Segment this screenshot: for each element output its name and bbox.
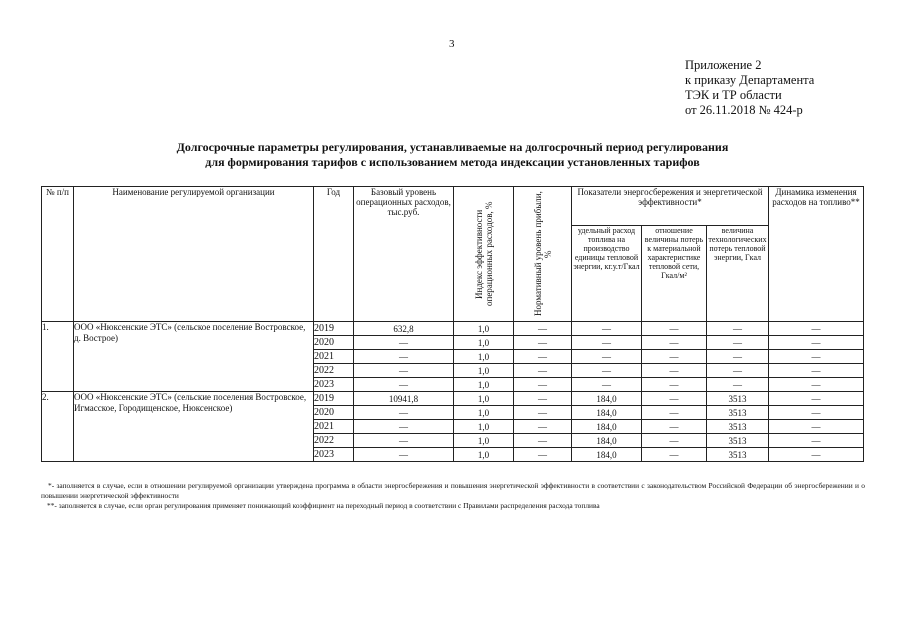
loss-ratio-cell: —	[642, 378, 707, 392]
dynamics-cell: —	[769, 448, 864, 462]
dynamics-cell: —	[769, 350, 864, 364]
title-line: для формирования тарифов с использованием метода индексации установленных тарифов	[205, 155, 700, 169]
dynamics-cell: —	[769, 392, 864, 406]
header-year: Год	[314, 187, 354, 322]
header-num: № п/п	[42, 187, 74, 322]
base-cell: —	[354, 350, 454, 364]
dynamics-cell: —	[769, 364, 864, 378]
profit-cell: —	[514, 378, 572, 392]
profit-cell: —	[514, 322, 572, 336]
specific-fuel-cell: —	[572, 378, 642, 392]
index-cell: 1,0	[454, 420, 514, 434]
row-number-cell: 1.	[42, 322, 74, 392]
appendix-line: Приложение 2	[685, 58, 762, 72]
specific-fuel-cell: —	[572, 350, 642, 364]
header-specific-fuel: удельный расход топлива на производство единицы тепловой энергии, кг.у.т/Гкал	[572, 226, 642, 322]
base-cell: —	[354, 378, 454, 392]
loss-ratio-cell: —	[642, 350, 707, 364]
table-row	[42, 322, 864, 336]
year-cell: 2020	[314, 336, 354, 350]
index-cell: 1,0	[454, 378, 514, 392]
parameters-table	[41, 186, 864, 462]
loss-ratio-cell: —	[642, 434, 707, 448]
year-cell: 2019	[314, 392, 354, 406]
year-cell: 2021	[314, 420, 354, 434]
header-energy: Показатели энергосбережения и энергетической эффективности*	[572, 187, 769, 226]
tech-losses-cell: —	[707, 322, 769, 336]
header-base: Базовый уровень операционных расходов, тыс.руб.	[354, 187, 454, 322]
appendix-line: ТЭК и ТР области	[685, 88, 782, 102]
tech-losses-cell: —	[707, 378, 769, 392]
year-cell: 2020	[314, 406, 354, 420]
year-cell: 2021	[314, 350, 354, 364]
year-cell: 2023	[314, 378, 354, 392]
profit-cell: —	[514, 350, 572, 364]
specific-fuel-cell: —	[572, 336, 642, 350]
specific-fuel-cell: 184,0	[572, 406, 642, 420]
specific-fuel-cell: 184,0	[572, 392, 642, 406]
loss-ratio-cell: —	[642, 420, 707, 434]
specific-fuel-cell: —	[572, 322, 642, 336]
base-cell: —	[354, 336, 454, 350]
profit-cell: —	[514, 420, 572, 434]
header-tech-losses: величина технологических потерь тепловой энергии, Гкал	[707, 226, 769, 322]
footnote-1: *- заполняется в случае, если в отношении регулируемой организации утверждена программа в области энергосбережения и повышения энергетической эффективности в соответствии с законодательством Российской Федерации об энергосбережении и о повышении энергетической эффективности	[41, 481, 865, 500]
year-cell: 2022	[314, 364, 354, 378]
specific-fuel-cell: 184,0	[572, 420, 642, 434]
dynamics-cell: —	[769, 322, 864, 336]
index-cell: 1,0	[454, 364, 514, 378]
tech-losses-cell: 3513	[707, 434, 769, 448]
row-number-cell: 2.	[42, 392, 74, 462]
year-cell: 2019	[314, 322, 354, 336]
base-cell: 632,8	[354, 322, 454, 336]
index-cell: 1,0	[454, 406, 514, 420]
loss-ratio-cell: —	[642, 336, 707, 350]
footnote-2: **- заполняется в случае, если орган регулирования применяет понижающий коэффициент на переходный период в соответствии с Правилами распределения расхода топлива	[47, 501, 600, 510]
base-cell: —	[354, 364, 454, 378]
header-profit-text: Нормативный уровень прибыли, %	[532, 191, 553, 317]
appendix-block	[685, 58, 814, 118]
base-cell: —	[354, 448, 454, 462]
appendix-line: от 26.11.2018 № 424-р	[685, 103, 803, 117]
tech-losses-cell: —	[707, 364, 769, 378]
tech-losses-cell: —	[707, 336, 769, 350]
header-index-text: Индекс эффективности операционных расходов, %	[473, 201, 494, 307]
tech-losses-cell: 3513	[707, 448, 769, 462]
base-cell: 10941,8	[354, 392, 454, 406]
header-profit	[514, 187, 572, 322]
base-cell: —	[354, 434, 454, 448]
index-cell: 1,0	[454, 350, 514, 364]
tech-losses-cell: 3513	[707, 392, 769, 406]
base-cell: —	[354, 420, 454, 434]
tech-losses-cell: —	[707, 350, 769, 364]
specific-fuel-cell: —	[572, 364, 642, 378]
header-dynamics: Динамика изменения расходов на топливо**	[769, 187, 864, 322]
header-org: Наименование регулируемой организации	[74, 187, 314, 322]
tech-losses-cell: 3513	[707, 420, 769, 434]
organization-cell: ООО «Нюксенские ЭТС» (сельское поселение Востровское, д. Вострое)	[74, 322, 314, 392]
base-cell: —	[354, 406, 454, 420]
profit-cell: —	[514, 336, 572, 350]
index-cell: 1,0	[454, 322, 514, 336]
profit-cell: —	[514, 392, 572, 406]
table-body	[42, 322, 864, 462]
loss-ratio-cell: —	[642, 322, 707, 336]
specific-fuel-cell: 184,0	[572, 448, 642, 462]
page-number: 3	[449, 38, 455, 50]
header-index	[454, 187, 514, 322]
loss-ratio-cell: —	[642, 364, 707, 378]
dynamics-cell: —	[769, 420, 864, 434]
dynamics-cell: —	[769, 378, 864, 392]
dynamics-cell: —	[769, 336, 864, 350]
dynamics-cell: —	[769, 406, 864, 420]
organization-cell: ООО «Нюксенские ЭТС» (сельские поселения Востровское, Игмасское, Городищенское, Нюксенское)	[74, 392, 314, 462]
year-cell: 2023	[314, 448, 354, 462]
footnotes	[41, 481, 865, 511]
specific-fuel-cell: 184,0	[572, 434, 642, 448]
loss-ratio-cell: —	[642, 392, 707, 406]
tech-losses-cell: 3513	[707, 406, 769, 420]
year-cell: 2022	[314, 434, 354, 448]
document-title	[60, 140, 845, 170]
table-row	[42, 392, 864, 406]
index-cell: 1,0	[454, 448, 514, 462]
title-line: Долгосрочные параметры регулирования, устанавливаемые на долгосрочный период регулирования	[176, 140, 729, 154]
header-loss-ratio: отношение величины потерь к материальной характеристике тепловой сети, Гкал/м²	[642, 226, 707, 322]
index-cell: 1,0	[454, 434, 514, 448]
profit-cell: —	[514, 364, 572, 378]
profit-cell: —	[514, 448, 572, 462]
loss-ratio-cell: —	[642, 448, 707, 462]
index-cell: 1,0	[454, 392, 514, 406]
loss-ratio-cell: —	[642, 406, 707, 420]
profit-cell: —	[514, 434, 572, 448]
index-cell: 1,0	[454, 336, 514, 350]
profit-cell: —	[514, 406, 572, 420]
appendix-line: к приказу Департамента	[685, 73, 815, 87]
dynamics-cell: —	[769, 434, 864, 448]
table-header-row	[42, 187, 864, 226]
